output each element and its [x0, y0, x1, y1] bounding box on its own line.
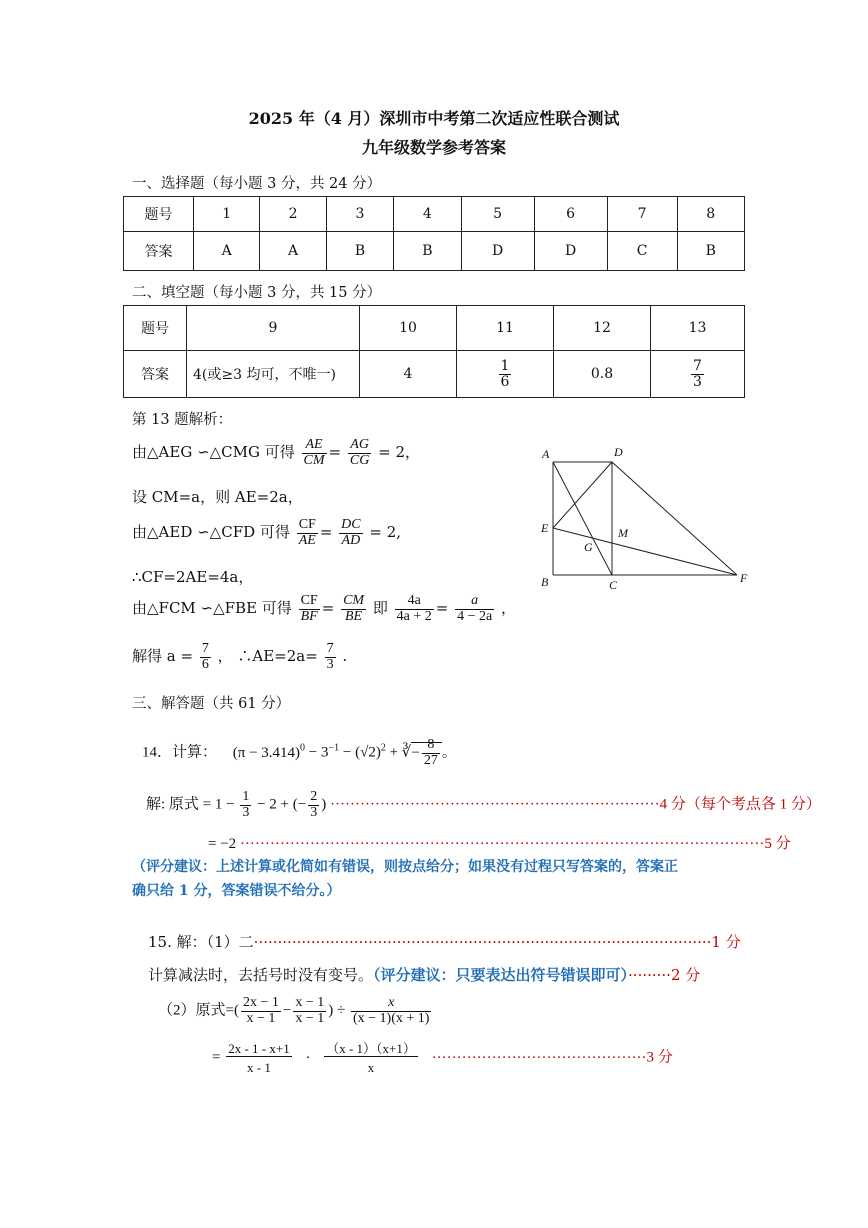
mc-number: 3 — [326, 197, 393, 232]
fill-row1-label: 题号 — [124, 306, 187, 351]
section1-heading: 一、选择题（每小题 3 分，共 24 分） — [132, 176, 382, 192]
mc-answer: A — [194, 232, 260, 271]
mc-number: 8 — [677, 197, 744, 232]
mc-answer-table — [123, 196, 745, 271]
mc-row2-label: 答案 — [124, 232, 194, 271]
score: 2 分 — [670, 966, 701, 984]
leader-dots: ··········································· — [431, 1049, 647, 1066]
score: 4 分（每个考点各 1 分） — [659, 796, 821, 813]
label-f: F — [740, 571, 748, 585]
label-g: G — [584, 540, 593, 554]
mc-answer: B — [677, 232, 744, 271]
q15-line1: 15. 解：（1）二································································································1 分 — [148, 933, 741, 951]
fill-number: 13 — [651, 306, 745, 351]
mc-answer: A — [260, 232, 326, 271]
mc-answer: D — [461, 232, 534, 271]
q13-line6: 解得 a = $\frac{7}{6}$ ， ∴AE=2a= $\frac{7}{3}$ . — [132, 641, 348, 672]
q13-geometry-figure — [530, 440, 760, 600]
mc-number: 2 — [260, 197, 326, 232]
q15-line3: （2）原式=( $\frac{2x - 1}{x - 1}$ − $\frac{x - 1}{x - 1}$ ) ÷ $\frac{x}{(x - 1)(x + 1)}$ — [158, 995, 430, 1026]
fill-row2-label: 答案 — [124, 351, 187, 398]
q13-line4: ∴CF=2AE=4a， — [132, 568, 254, 586]
fill-answer-13: $\frac{7}{3}$ — [651, 351, 745, 398]
label-b: B — [541, 575, 549, 589]
label-c: C — [609, 578, 618, 592]
mc-number: 7 — [607, 197, 677, 232]
fill-answer-12: 0.8 — [554, 351, 651, 398]
label-e: E — [541, 521, 549, 535]
q13-line3: 由△AED ∽△CFD 可得 $\frac{CF}{AE}$ = $\frac{DC}{AD}$ = 2, — [132, 517, 402, 548]
fill-number: 9 — [187, 306, 360, 351]
q13-line1: 由△AEG ∽△CMG 可得 $\frac{AE}{CM}$ = $\frac{AG}{CG}$ = 2， — [132, 437, 421, 468]
mc-number: 1 — [194, 197, 260, 232]
score: 5 分 — [764, 836, 791, 852]
mc-answer: C — [607, 232, 677, 271]
score: 1 分 — [711, 933, 741, 951]
label-m: M — [618, 526, 628, 540]
mc-answer: B — [394, 232, 461, 271]
fill-answer-9: 4(或≥3 均可，不唯一) — [187, 351, 360, 398]
fill-answer-11: $\frac{1}{6}$ — [457, 351, 554, 398]
leader-dots: ································································································ — [253, 933, 712, 951]
q14-grading-note: （评分建议：上述计算或化简如有错误，则按点给分；如果没有过程只写答案的，答案正 — [132, 859, 678, 875]
q13-line5: 由△FCM ∽△FBE 可得 $\frac{CF}{BF}$ = $\frac{CM}{BE}$ 即 $\frac{4a}{4a + 2}$ = $\frac{a}{4 - 2a}$ ， — [132, 593, 516, 624]
q13-heading: 第 13 题解析： — [132, 412, 233, 428]
q14-grading-note2: 确只给 1 分，答案错误不给分。） — [132, 883, 341, 899]
fill-answer-table — [123, 305, 745, 398]
q14-problem: 14．计算： $(\pi - 3.414)^0 - 3^{-1} - (√2)^2$ + ∛− $\frac{8}{27}$ 。 — [142, 737, 457, 768]
fill-number: 10 — [360, 306, 457, 351]
label-a: A — [542, 447, 550, 461]
fill-answer-10: 4 — [360, 351, 457, 398]
q15-line2: 计算减法时，去括号时没有变号。（评分建议：只要表达出符号错误即可）·········2 分 — [148, 966, 701, 984]
mc-number: 6 — [534, 197, 607, 232]
leader-dots: ·································································· — [329, 796, 660, 813]
leader-dots: ········································································································· — [239, 836, 765, 852]
q13-line2: 设 CM=a，则 AE=2a， — [132, 488, 303, 506]
page-subtitle: 九年级数学参考答案 — [361, 138, 506, 157]
section2-heading: 二、填空题（每小题 3 分，共 15 分） — [132, 285, 382, 301]
mc-number: 5 — [461, 197, 534, 232]
page-title: 2025 年（4 月）深圳市中考第二次适应性联合测试 — [248, 109, 620, 128]
fill-number: 12 — [554, 306, 651, 351]
mc-answer: B — [326, 232, 393, 271]
score: 3 分 — [646, 1049, 673, 1066]
mc-row1-label: 题号 — [124, 197, 194, 232]
mc-number: 4 — [394, 197, 461, 232]
label-d: D — [614, 445, 623, 459]
q15-line4: = $\frac{2x - 1 - x+1}{x - 1}$ · $\frac{(x - 1)(x+1)}{x}$ ···········································3 分 — [212, 1041, 673, 1075]
section3-heading: 三、解答题（共 61 分） — [132, 696, 291, 712]
fill-number: 11 — [457, 306, 554, 351]
leader-dots: ········· — [628, 966, 671, 984]
q14-solution-line1: 解: 原式 = 1 − $\frac{1}{3}$ − 2 + (− $\frac{2}{3}$ ) ··································································4 分（每个考点各 1 分） — [146, 789, 821, 820]
mc-answer: D — [534, 232, 607, 271]
q14-solution-line2: = −2 ·········································································································5 分 — [208, 836, 791, 852]
